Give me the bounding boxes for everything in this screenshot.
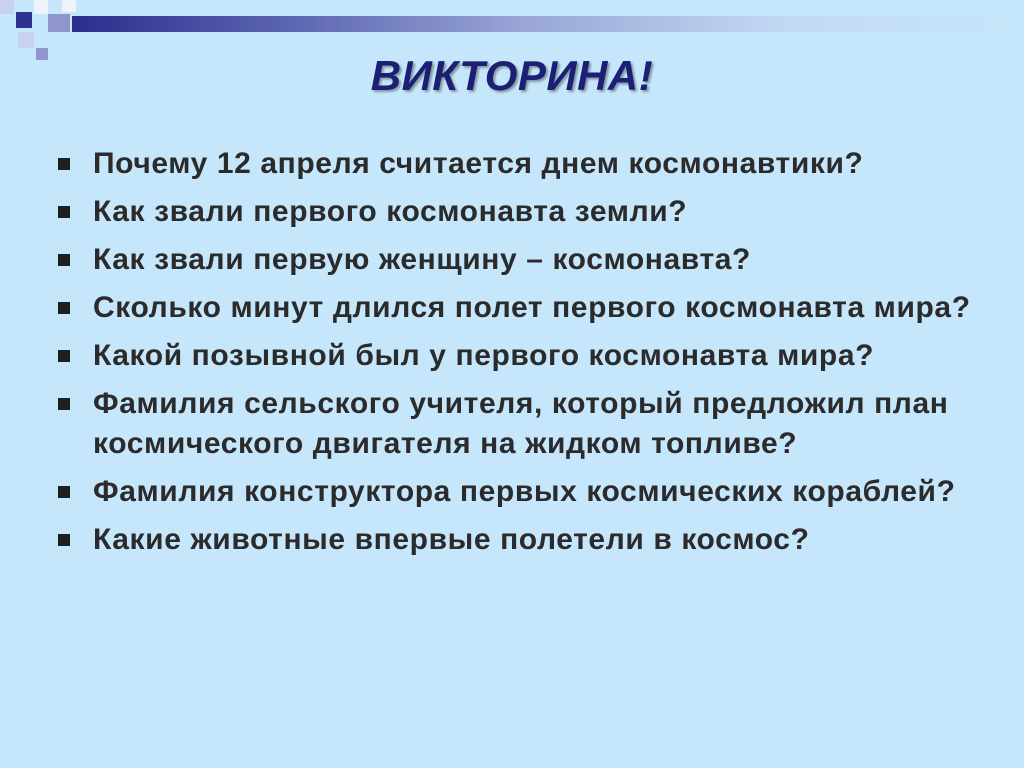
square-bullet-icon: [58, 486, 70, 498]
square-bullet-icon: [58, 206, 70, 218]
question-text: Фамилия конструктора первых космических кораблей?: [93, 475, 956, 508]
list-item: [56, 384, 976, 464]
decor-square-light: [0, 0, 14, 14]
question-text: Сколько минут длился полет первого космонавта мира?: [93, 291, 971, 324]
list-item: [56, 144, 976, 184]
square-bullet-icon: [58, 158, 70, 170]
question-list: [56, 144, 976, 568]
question-text: Какие животные впервые полетели в космос?: [93, 523, 810, 556]
list-item: [56, 520, 976, 560]
list-item: [56, 288, 976, 328]
square-bullet-icon: [58, 302, 70, 314]
question-text: Как звали первую женщину – космонавта?: [93, 243, 751, 276]
square-bullet-icon: [58, 398, 70, 410]
square-bullet-icon: [58, 534, 70, 546]
decor-square-white: [34, 0, 48, 14]
decor-square-mid: [48, 14, 70, 32]
square-bullet-icon: [58, 350, 70, 362]
question-text: Как звали первого космонавта земли?: [93, 195, 688, 228]
decor-square-white: [62, 0, 76, 12]
question-text: Почему 12 апреля считается днем космонавтики?: [93, 147, 864, 180]
question-text: Какой позывной был у первого космонавта мира?: [93, 339, 875, 372]
decor-square-dark: [16, 12, 32, 28]
list-item: [56, 240, 976, 280]
question-text: Фамилия сельского учителя, который предложил план космического двигателя на жидком топливе?: [93, 387, 949, 460]
decor-square-light: [18, 32, 34, 48]
square-bullet-icon: [58, 254, 70, 266]
list-item: [56, 472, 976, 512]
slide-title: ВИКТОРИНА!: [370, 52, 654, 99]
list-item: [56, 192, 976, 232]
header-gradient-bar: [72, 16, 1024, 32]
list-item: [56, 336, 976, 376]
